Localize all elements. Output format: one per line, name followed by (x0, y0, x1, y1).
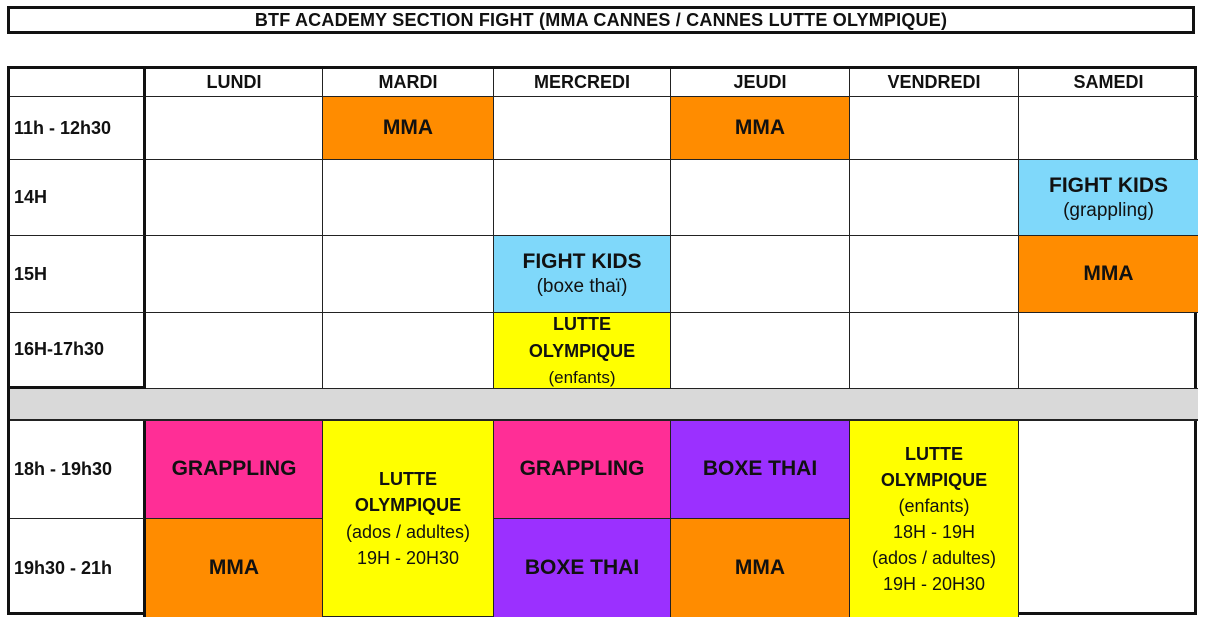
empty-cell (850, 160, 1019, 236)
day-header-jeudi: JEUDI (671, 69, 850, 97)
event-lutte-mardi-18h (323, 421, 494, 617)
event-sublabel: (enfants) (898, 495, 970, 516)
time-label-18h: 18h - 19h30 (10, 421, 146, 519)
empty-cell (146, 313, 323, 389)
event-lutte-vendredi-18h (850, 421, 1019, 617)
empty-cell (850, 97, 1019, 160)
event-lutte-mercredi-16h (494, 313, 671, 389)
event-mma-jeudi-11h (671, 97, 850, 160)
time-label-14h: 14H (10, 160, 146, 236)
event-sublabel: (grappling) (1063, 199, 1154, 221)
empty-cell (494, 97, 671, 160)
day-header-samedi: SAMEDI (1019, 69, 1198, 97)
event-boxe-thai-mercredi-19h30 (494, 519, 671, 617)
event-label: BOXE THAI (702, 457, 818, 481)
event-label: OLYMPIQUE (354, 495, 462, 516)
time-label-11h: 11h - 12h30 (10, 97, 146, 160)
empty-cell (146, 160, 323, 236)
separator-bar (10, 389, 1198, 421)
empty-cell (323, 160, 494, 236)
day-header-lundi: LUNDI (146, 69, 323, 97)
day-header-mardi: MARDI (323, 69, 494, 97)
empty-cell (671, 160, 850, 236)
event-mma-samedi-15h (1019, 236, 1198, 313)
empty-cell (323, 236, 494, 313)
event-label: LUTTE (379, 469, 437, 490)
event-label: GRAPPLING (519, 457, 645, 481)
event-label: FIGHT KIDS (1049, 173, 1168, 197)
event-sublabel: 19H - 20H30 (882, 574, 986, 595)
event-label: FIGHT KIDS (522, 250, 642, 273)
time-label-16h: 16H-17h30 (10, 313, 146, 389)
event-fight-kids-samedi-14h (1019, 160, 1198, 236)
time-label-15h: 15H (10, 236, 146, 313)
event-mma-mardi-11h (323, 97, 494, 160)
empty-cell (494, 160, 671, 236)
event-sublabel: (ados / adultes) (871, 548, 997, 569)
event-sublabel: (ados / adultes) (345, 521, 471, 542)
empty-cell (1019, 97, 1198, 160)
event-fight-kids-mercredi-15h (494, 236, 671, 313)
empty-cell (671, 313, 850, 389)
corner-cell (10, 69, 146, 97)
day-header-mercredi: MERCREDI (494, 69, 671, 97)
event-sublabel: (enfants) (548, 367, 616, 387)
empty-cell (1019, 421, 1198, 617)
event-mma-lundi-19h30 (146, 519, 323, 617)
time-label-19h30: 19h30 - 21h (10, 519, 146, 617)
event-sublabel: (boxe thaï) (536, 276, 628, 298)
event-grappling-mercredi-18h (494, 421, 671, 519)
event-label: MMA (734, 115, 786, 139)
event-label: GRAPPLING (171, 457, 297, 481)
event-label: MMA (382, 115, 434, 139)
event-label: OLYMPIQUE (880, 469, 988, 490)
event-sublabel: 19H - 20H30 (356, 547, 460, 568)
event-boxe-thai-jeudi-18h (671, 421, 850, 519)
event-label: MMA (208, 555, 260, 579)
schedule-table (7, 66, 1197, 615)
empty-cell (850, 313, 1019, 389)
empty-cell (850, 236, 1019, 313)
empty-cell (671, 236, 850, 313)
event-label: MMA (734, 555, 786, 579)
schedule-title: BTF ACADEMY SECTION FIGHT (MMA CANNES / CANNES LUTTE OLYMPIQUE) (7, 6, 1195, 34)
empty-cell (1019, 313, 1198, 389)
event-label: LUTTE (905, 443, 963, 464)
event-mma-jeudi-19h30 (671, 519, 850, 617)
empty-cell (146, 236, 323, 313)
event-label: MMA (1083, 261, 1134, 285)
event-sublabel: 18H - 19H (892, 522, 976, 542)
day-header-vendredi: VENDREDI (850, 69, 1019, 97)
event-grappling-lundi-18h (146, 421, 323, 519)
event-label: LUTTE (553, 313, 611, 334)
event-label: OLYMPIQUE (528, 340, 636, 361)
empty-cell (323, 313, 494, 389)
event-label: BOXE THAI (524, 555, 640, 579)
empty-cell (146, 97, 323, 160)
